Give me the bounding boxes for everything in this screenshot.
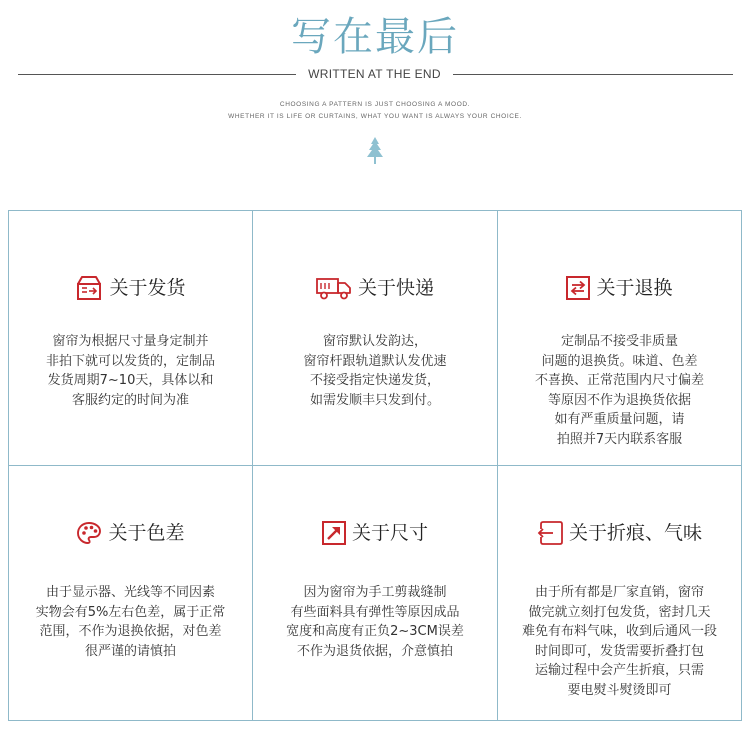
shipping-box-icon [75,275,103,301]
text-line: 宽度和高度有正负2~3CM误差 [286,624,464,639]
title-rule-right [453,74,733,75]
page-title: 写在最后 [291,14,459,60]
info-grid [8,210,742,721]
text-line: 不作为退货依据，介意慎拍 [296,643,453,659]
section-size [253,466,498,720]
section-header [9,518,252,548]
section-text [265,583,485,661]
text-line: 不喜换、正常范围内尺寸偏差 [534,373,704,388]
text-line: 由于显示器、光线等不同因素 [45,585,215,600]
section-text [510,332,729,449]
delivery-truck-icon [316,276,352,300]
text-line: 实物会有5%左右色差，属于正常 [35,604,226,620]
text-line: 如有严重质量问题，请 [554,412,685,427]
section-header [498,518,741,548]
text-line: 做完就立刻打包发货，密封几天 [528,604,711,620]
text-line: 窗帘为根据尺寸量身定制并 [52,334,209,349]
text-line: 如需发顺丰只发到付。 [309,392,440,408]
section-title: 关于色差 [108,522,185,544]
section-title: 关于尺寸 [351,522,428,544]
text-line: 有些面料具有弹性等原因成品 [290,604,460,620]
palette-icon [76,521,102,545]
tagline-line-1: CHOOSING A PATTERN IS JUST CHOOSING A MOOD. [279,101,471,108]
section-header [253,518,497,548]
text-line: 运输过程中会产生折痕，只需 [534,663,704,678]
section-creases-odor [498,466,741,720]
text-line: 窗帘默认发韵达， [322,334,427,349]
text-line: 由于所有都是厂家直销，窗帘 [534,585,704,600]
text-line: 时间即可，发货需要折叠打包 [534,643,704,659]
text-line: 不接受指定快递发货， [309,373,440,388]
section-header [498,273,741,303]
section-title: 关于快递 [357,277,434,299]
text-line: 客服约定的时间为准 [71,392,189,408]
text-line: 要电熨斗熨烫即可 [567,682,672,698]
return-package-icon [537,521,563,545]
section-text [21,583,240,661]
section-delivery [253,211,498,466]
pine-tree-icon [365,137,385,165]
text-line: 拍照并7天内联系客服 [556,431,683,447]
text-line: 窗帘杆跟轨道默认发优速 [303,353,447,369]
title-rule-left [18,74,296,75]
page-header [0,0,750,200]
text-line: 等原因不作为退换货依据 [547,392,691,408]
resize-arrow-icon [322,521,346,545]
tagline-line-2: WHETHER IT IS LIFE OR CURTAINS, WHAT YOU WANT IS ALWAYS YOUR CHOICE. [228,113,522,120]
page-subtitle: WRITTEN AT THE END [308,67,441,81]
text-line: 难免有布料气味，收到后通风一段 [521,624,717,639]
section-color-difference [9,466,253,720]
text-line: 很严谨的请慎拍 [84,643,176,659]
section-header [9,273,252,303]
section-text [510,583,729,700]
text-line: 发货周期7~10天，具体以和 [47,373,214,388]
section-header [253,273,497,303]
section-text [21,332,240,410]
text-line: 范围，不作为退换依据，对色差 [39,624,222,639]
section-text [265,332,485,410]
section-returns [498,211,741,466]
text-line: 定制品不接受非质量 [560,334,678,349]
exchange-icon [566,276,590,300]
text-line: 因为窗帘为手工剪裁缝制 [303,585,447,600]
section-title: 关于发货 [109,277,186,299]
section-title: 关于退换 [596,277,673,299]
text-line: 问题的退换货。味道、色差 [541,353,698,369]
section-shipping [9,211,253,466]
text-line: 非拍下就可以发货的，定制品 [45,353,215,369]
section-title: 关于折痕、气味 [568,522,702,544]
